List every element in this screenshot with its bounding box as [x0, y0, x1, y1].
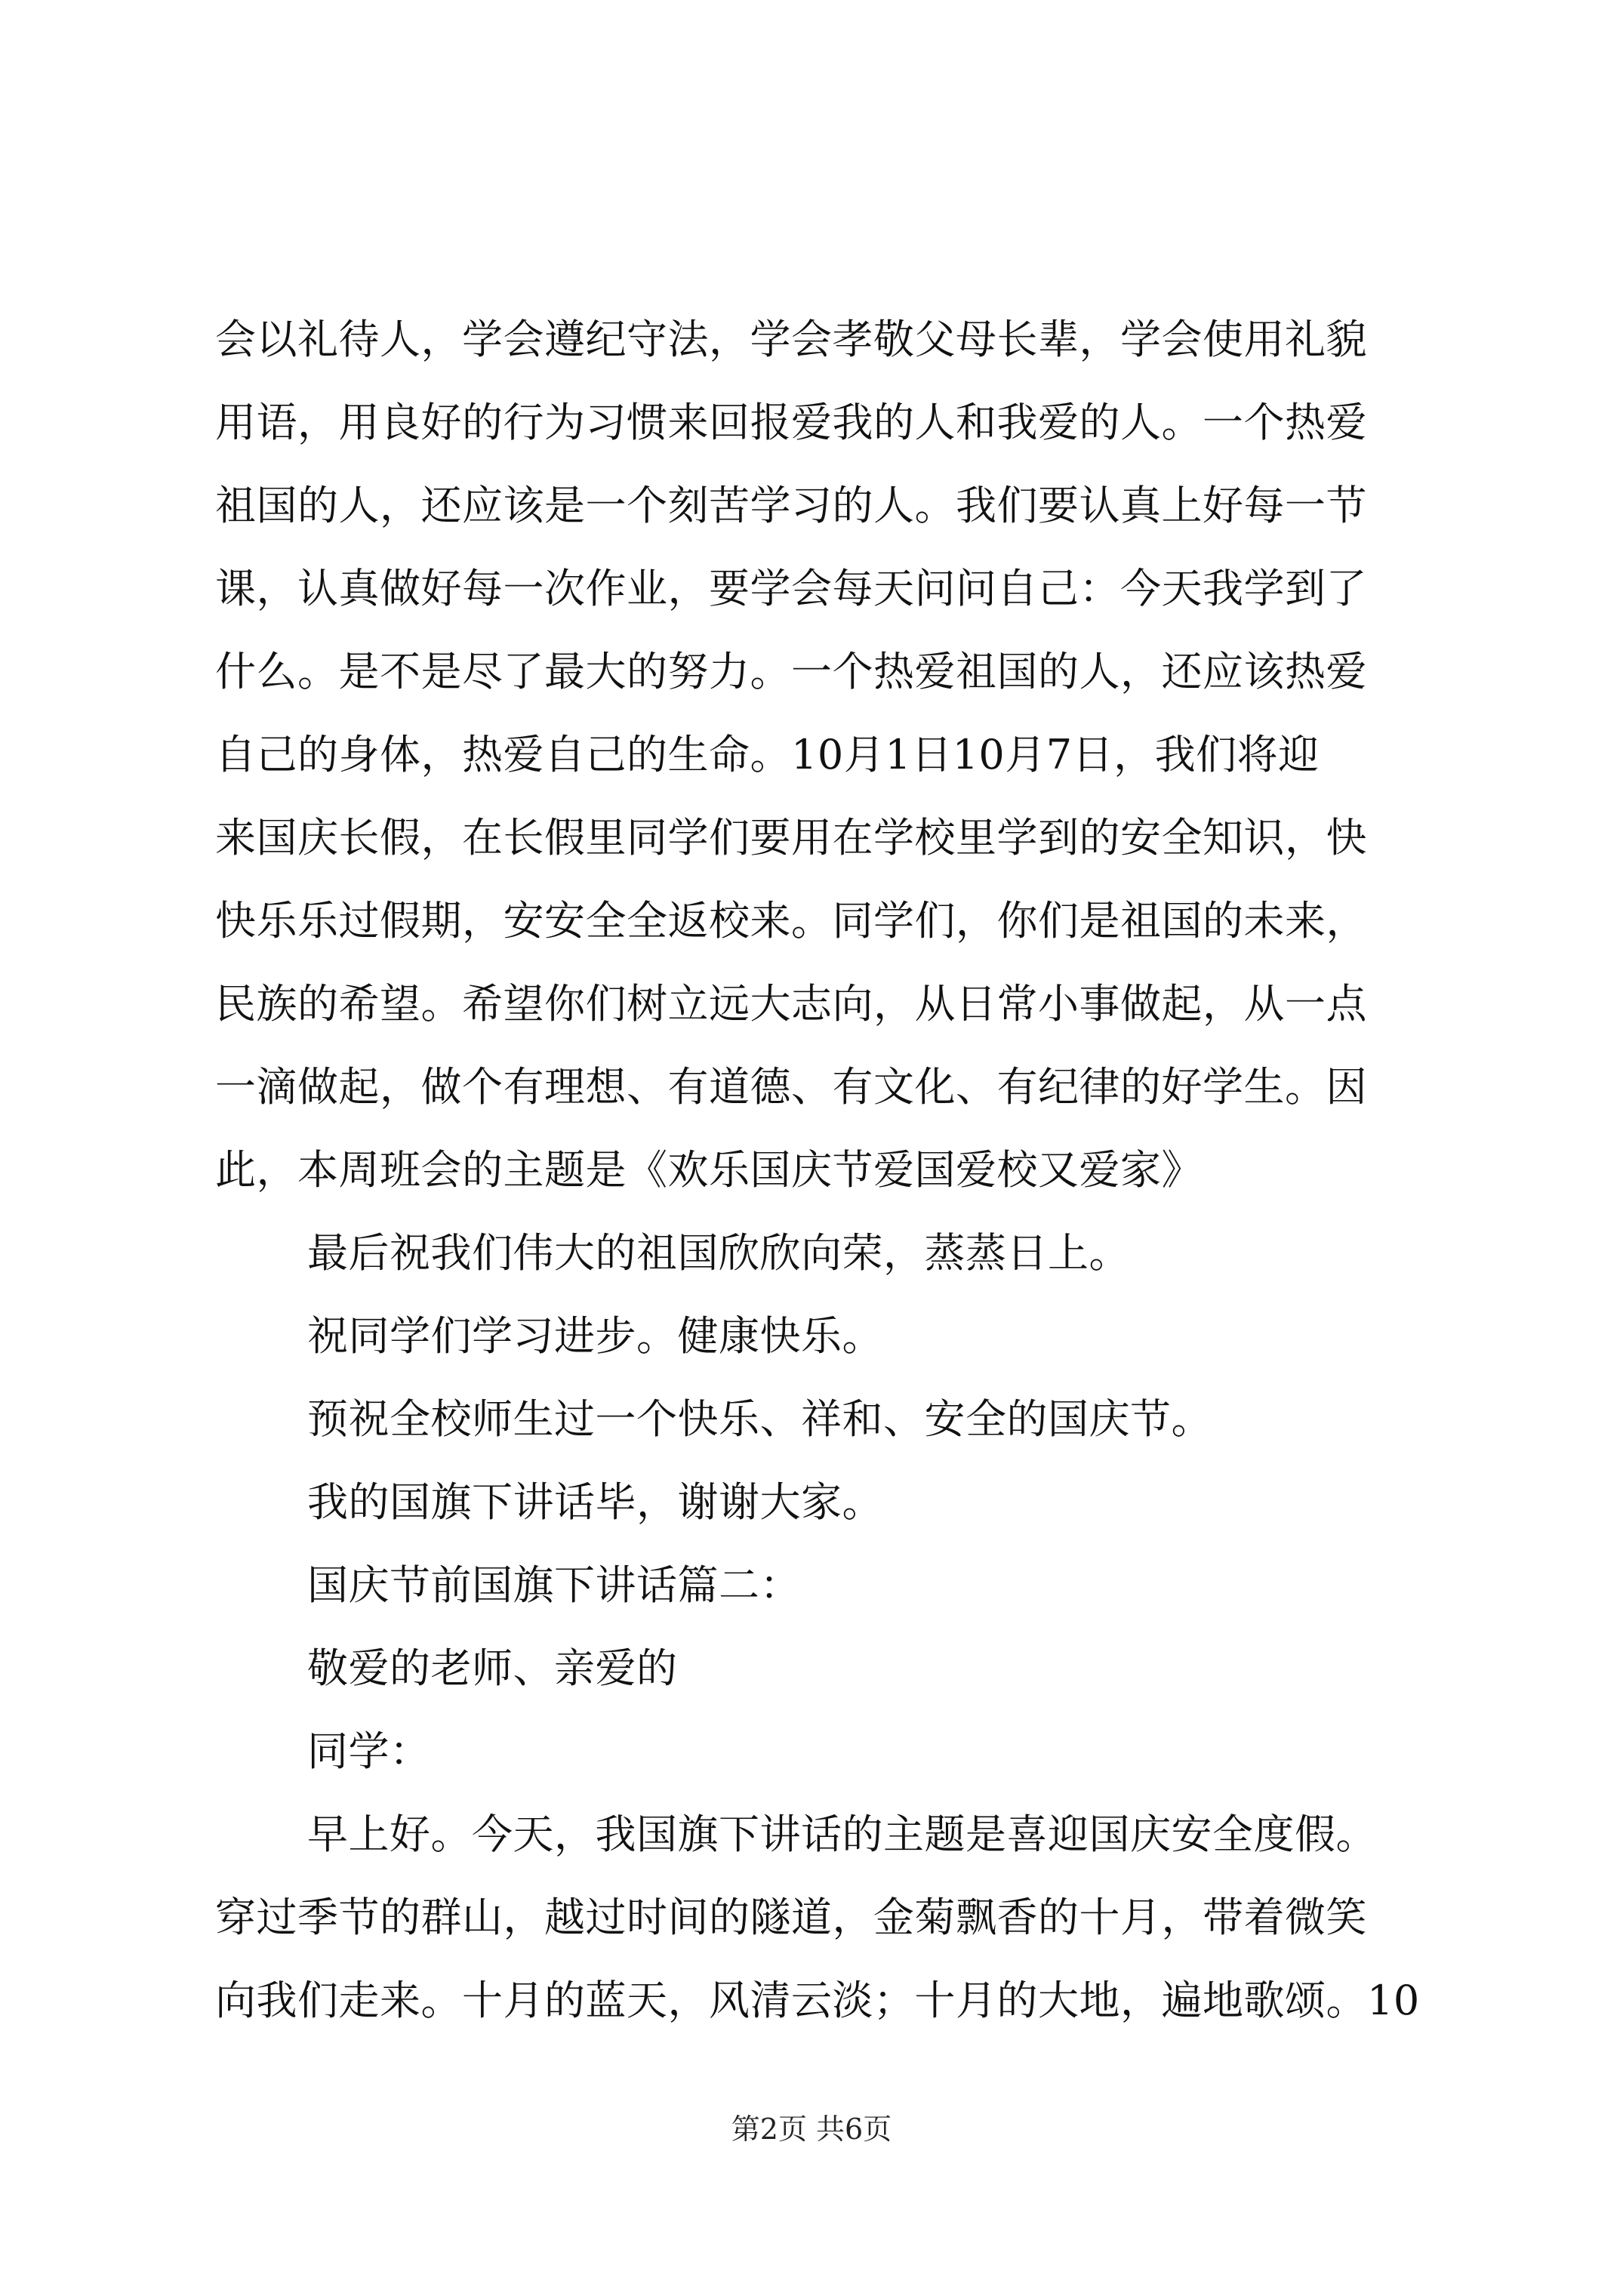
paragraph-line: 祝同学们学习进步。健康快乐。: [307, 1312, 883, 1360]
paragraph-line: 一滴做起，做个有理想、有道德、有文化、有纪律的好学生。因: [215, 1063, 1367, 1111]
paragraph-line: 什么。是不是尽了最大的努力。一个热爱祖国的人，还应该热爱: [215, 648, 1367, 695]
paragraph-line: 快乐乐过假期，安安全全返校来。同学们，你们是祖国的未来，: [215, 897, 1367, 945]
paragraph-line: 早上好。今天，我国旗下讲话的主题是喜迎国庆安全度假。: [307, 1811, 1377, 1858]
paragraph-line: 我的国旗下讲话毕，谢谢大家。: [307, 1478, 883, 1526]
paragraph-line: 预祝全校师生过一个快乐、祥和、安全的国庆节。: [307, 1395, 1212, 1443]
paragraph-line: 民族的希望。希望你们树立远大志向，从日常小事做起，从一点: [215, 980, 1367, 1028]
paragraph-line: 穿过季节的群山，越过时间的隧道，金菊飘香的十月，带着微笑: [215, 1894, 1367, 1941]
paragraph-line: 自己的身体，热爱自己的生命。10月1日10月7日，我们将迎: [215, 731, 1320, 778]
paragraph-line: 国庆节前国旗下讲话篇二：: [307, 1561, 801, 1609]
paragraph-line: 会以礼待人，学会遵纪守法，学会孝敬父母长辈，学会使用礼貌: [215, 316, 1367, 363]
paragraph-line: 课，认真做好每一次作业，要学会每天问问自己：今天我学到了: [215, 565, 1367, 612]
page-footer: 第2页 共6页: [731, 2113, 892, 2146]
paragraph-line: 祖国的人，还应该是一个刻苦学习的人。我们要认真上好每一节: [215, 482, 1367, 529]
paragraph-line: 同学：: [307, 1727, 431, 1775]
paragraph-line: 来国庆长假，在长假里同学们要用在学校里学到的安全知识，快: [215, 814, 1367, 861]
paragraph-line: 用语，用良好的行为习惯来回报爱我的人和我爱的人。一个热爱: [215, 399, 1367, 446]
document-body: [215, 298, 1438, 2042]
paragraph-line: 此，本周班会的主题是《欢乐国庆节爱国爱校又爱家》: [215, 1146, 1203, 1194]
paragraph-line: 敬爱的老师、亲爱的: [307, 1644, 678, 1692]
paragraph-line: 最后祝我们伟大的祖国欣欣向荣，蒸蒸日上。: [307, 1229, 1130, 1277]
paragraph-line: 向我们走来。十月的蓝天，风清云淡；十月的大地，遍地歌颂。10: [215, 1977, 1420, 2024]
